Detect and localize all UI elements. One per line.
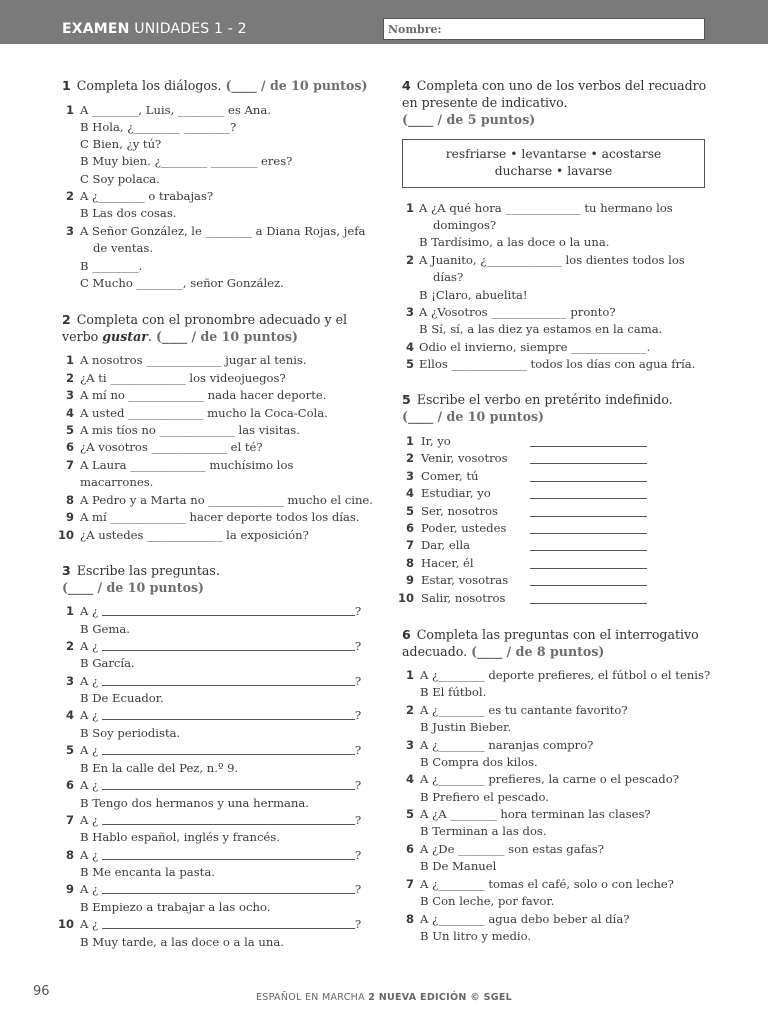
item-number: 2: [405, 702, 414, 717]
verb-prompt: Dar, ella: [421, 538, 471, 553]
item-number: 7: [405, 538, 414, 553]
item-number: 5: [65, 743, 74, 758]
question-prefix: A ¿: [80, 847, 99, 862]
question-answer-line[interactable]: [102, 824, 355, 825]
verb-prompt: Estudiar, yo: [421, 486, 491, 501]
section-4-instruction-cont: en presente de indicativo.: [402, 95, 568, 110]
section-6-instruction-cont: adecuado.: [402, 644, 472, 659]
item-number: 9: [405, 573, 414, 588]
s4-line: B Sí, sí, a las diez ya estamos en la cama.: [419, 322, 663, 336]
item-number: 2: [65, 189, 74, 203]
section-2-points: (____ / de 10 puntos): [155, 329, 298, 344]
section-5-instruction: Escribe el verbo en pretérito indefinido.: [416, 392, 673, 407]
answer-b: B Tengo dos hermanos y una hermana.: [80, 795, 309, 810]
s2-line: A nosotros _____________ jugar al tenis.: [80, 353, 307, 367]
verb-answer-line[interactable]: [530, 550, 647, 551]
header-bar: [0, 0, 768, 44]
question-answer-line[interactable]: [102, 789, 355, 790]
verb-prompt: Poder, ustedes: [421, 521, 507, 535]
item-number: 8: [405, 911, 414, 926]
verb-prompt: Salir, nosotros: [421, 590, 506, 605]
question-prefix: A ¿: [80, 778, 99, 792]
section-2-title: [62, 311, 347, 345]
answer-b: B De Ecuador.: [80, 691, 164, 706]
verb-prompt: Ir, yo: [421, 434, 451, 448]
question-suffix: ?: [355, 812, 362, 827]
item-number: 6: [405, 842, 414, 856]
section-1-number: 1: [62, 78, 71, 93]
question-answer-line[interactable]: [102, 685, 355, 686]
question-suffix: ?: [355, 673, 362, 688]
question-suffix: ?: [355, 604, 362, 618]
s6-question: A ¿________ prefieres, la carne o el pescado?: [420, 772, 679, 787]
question-prefix: A ¿: [80, 673, 99, 688]
s1-line: C Bien, ¿y tú?: [80, 137, 162, 151]
verb-answer-line[interactable]: [530, 568, 647, 569]
verb-answer-line[interactable]: [530, 463, 647, 464]
page-number: 96: [33, 984, 50, 999]
s6-question: A ¿De ________ son estas gafas?: [420, 842, 604, 856]
section-1-title: [62, 77, 367, 94]
section-5-points: (____ / de 10 puntos): [402, 409, 545, 424]
item-number: 6: [65, 778, 74, 792]
s1-line: C Mucho ________, señor González.: [80, 276, 284, 290]
item-number: 1: [405, 668, 414, 682]
s1-line: B Muy bien. ¿________ ________ eres?: [80, 154, 293, 168]
section-3-instruction: Escribe las preguntas.: [76, 563, 220, 578]
verb-prompt: Venir, vosotros: [421, 451, 508, 466]
s2-line: macarrones.: [80, 475, 154, 489]
exam-title-bold: EXAMEN: [62, 21, 130, 37]
item-number: 7: [65, 812, 74, 827]
verb-prompt: Estar, vosotras: [421, 573, 509, 588]
section-6-points: (____ / de 8 puntos): [471, 644, 605, 659]
s6-answer: B De Manuel: [420, 859, 497, 874]
item-number: 4: [405, 486, 414, 501]
question-prefix: A ¿: [80, 812, 99, 827]
question-answer-line[interactable]: [102, 754, 355, 755]
item-number: 1: [405, 434, 414, 448]
answer-b: B Hablo español, inglés y francés.: [80, 830, 280, 845]
s4-line: Odio el invierno, siempre _____________.: [419, 340, 651, 354]
section-4-points: (____ / de 5 puntos): [402, 112, 536, 127]
item-number: 8: [405, 555, 414, 570]
s6-answer: B Terminan a las dos.: [420, 824, 547, 839]
verb-box: [402, 139, 705, 188]
section-2-period: .: [147, 329, 156, 344]
item-number: 3: [405, 737, 414, 752]
answer-b: B En la calle del Pez, n.º 9.: [80, 760, 239, 775]
verb-answer-line[interactable]: [530, 533, 647, 534]
item-number: 5: [65, 423, 74, 437]
answer-b: B Empiezo a trabajar a las ocho.: [80, 899, 271, 914]
section-4-instruction: Completa con uno de los verbos del recuadro: [416, 78, 707, 93]
s2-line: A usted _____________ mucho la Coca-Cola.: [80, 406, 328, 420]
verb-prompt: Comer, tú: [421, 468, 479, 483]
item-number: 10: [398, 590, 415, 605]
item-number: 3: [65, 388, 74, 402]
exam-title-rest: UNIDADES 1 - 2: [129, 21, 247, 37]
item-number: 2: [405, 253, 414, 267]
item-number: 2: [65, 371, 74, 385]
exam-title: [62, 21, 247, 37]
s4-line: A Juanito, ¿_____________ los dientes todos los: [419, 253, 685, 267]
answer-b: B Soy periodista.: [80, 725, 181, 740]
item-number: 1: [65, 604, 74, 618]
item-number: 5: [405, 357, 414, 371]
answer-b: B Me encanta la pasta.: [80, 865, 215, 880]
item-number: 10: [58, 917, 75, 932]
s6-answer: B Con leche, por favor.: [420, 894, 555, 908]
s2-line: A mí _____________ hacer deporte todos los días.: [80, 510, 360, 524]
item-number: 3: [65, 673, 74, 688]
section-3-title: [62, 562, 220, 596]
question-prefix: A ¿: [80, 882, 99, 897]
question-suffix: ?: [355, 778, 362, 792]
item-number: 9: [65, 510, 74, 524]
item-number: 1: [405, 201, 414, 215]
item-number: 5: [405, 503, 414, 518]
section-2-instruction: Completa con el pronombre adecuado y el: [76, 312, 348, 327]
s2-line: ¿A ustedes _____________ la exposición?: [80, 528, 309, 542]
section-5-title: [402, 391, 673, 425]
s6-question: A ¿________ deporte prefieres, el fútbol o el tenis?: [420, 668, 711, 682]
s6-question: A ¿________ naranjas compro?: [420, 737, 594, 752]
question-prefix: A ¿: [80, 917, 99, 932]
question-suffix: ?: [355, 882, 362, 897]
name-field[interactable]: [383, 18, 705, 40]
s4-line: Ellos _____________ todos los días con agua fría.: [419, 357, 696, 371]
item-number: 4: [405, 772, 414, 787]
s4-line: A ¿Vosotros _____________ pronto?: [419, 305, 616, 319]
section-2-instruction-cont: verbo: [62, 329, 103, 344]
section-6-instruction: Completa las preguntas con el interrogativo: [416, 627, 699, 642]
item-number: 6: [65, 440, 74, 454]
question-prefix: A ¿: [80, 708, 99, 723]
section-4-title: [402, 77, 706, 128]
question-suffix: ?: [355, 743, 362, 758]
s4-line: días?: [433, 270, 464, 284]
item-number: 4: [405, 340, 414, 354]
s1-line: B ________.: [80, 259, 143, 273]
s6-question: A ¿A ________ hora terminan las clases?: [420, 807, 651, 822]
item-number: 8: [65, 847, 74, 862]
answer-b: B García.: [80, 656, 135, 671]
s1-line: A ________, Luis, ________ es Ana.: [80, 103, 271, 117]
s6-answer: B Compra dos kilos.: [420, 754, 538, 769]
verb-prompt: Hacer, él: [421, 555, 474, 570]
section-3-points: (____ / de 10 puntos): [62, 580, 205, 595]
s4-line: B ¡Claro, abuelita!: [419, 288, 528, 302]
s2-line: ¿A ti _____________ los videojuegos?: [80, 371, 286, 385]
question-suffix: ?: [355, 708, 362, 723]
item-number: 3: [405, 305, 414, 319]
item-number: 10: [58, 528, 75, 542]
verb-box-line: resfriarse • levantarse • acostarse: [445, 147, 662, 161]
section-2-verb: gustar: [102, 329, 148, 344]
s6-answer: B Justin Bieber.: [420, 720, 512, 734]
question-answer-line[interactable]: [102, 859, 355, 860]
item-number: 3: [405, 468, 414, 483]
item-number: 4: [65, 708, 74, 723]
item-number: 3: [65, 224, 74, 238]
s1-line: de ventas.: [93, 241, 154, 255]
item-number: 7: [405, 876, 414, 891]
verb-answer-line[interactable]: [530, 585, 647, 586]
section-1-instruction: Completa los diálogos.: [76, 78, 226, 93]
item-number: 9: [65, 882, 74, 897]
answer-b: B Gema.: [80, 621, 130, 636]
s6-question: A ¿________ tomas el café, solo o con leche?: [420, 876, 674, 891]
s2-line: A Pedro y a Marta no _____________ mucho el cine.: [80, 493, 373, 507]
footer-edition: 2 NUEVA EDICIÓN © SGEL: [368, 992, 512, 1003]
question-prefix: A ¿: [80, 638, 99, 653]
section-6-title: [402, 626, 699, 660]
item-number: 5: [405, 807, 414, 822]
verb-prompt: Ser, nosotros: [421, 503, 498, 518]
s2-line: A mis tíos no _____________ las visitas.: [80, 423, 300, 437]
verb-answer-line[interactable]: [530, 481, 647, 482]
s1-line: A ¿________ o trabajas?: [80, 189, 214, 203]
item-number: 7: [65, 458, 74, 472]
section-4-number: 4: [402, 78, 411, 93]
section-6-number: 6: [402, 627, 411, 642]
name-label: Nombre:: [388, 23, 442, 36]
section-3-number: 3: [62, 563, 71, 578]
footer-book: ESPAÑOL EN MARCHA: [256, 992, 369, 1003]
s1-line: C Soy polaca.: [80, 172, 160, 186]
s2-line: A Laura _____________ muchísimo los: [80, 458, 294, 472]
item-number: 4: [65, 406, 74, 420]
s6-answer: B El fútbol.: [420, 685, 487, 700]
verb-answer-line[interactable]: [530, 516, 647, 517]
question-suffix: ?: [355, 847, 362, 862]
verb-answer-line[interactable]: [530, 446, 647, 447]
s4-line: B Tardísimo, a las doce o la una.: [419, 235, 610, 249]
item-number: 1: [65, 103, 74, 117]
question-answer-line[interactable]: [102, 928, 355, 929]
verb-box-line: ducharse • lavarse: [494, 164, 613, 178]
question-answer-line[interactable]: [102, 719, 355, 720]
item-number: 2: [405, 451, 414, 466]
verb-answer-line[interactable]: [530, 603, 647, 604]
question-suffix: ?: [355, 638, 362, 653]
s6-answer: B Un litro y medio.: [420, 928, 532, 943]
s1-line: B Hola, ¿________ ________?: [80, 120, 237, 134]
question-answer-line[interactable]: [102, 893, 355, 894]
question-answer-line[interactable]: [102, 650, 355, 651]
verb-answer-line[interactable]: [530, 498, 647, 499]
s6-question: A ¿________ agua debo beber al día?: [420, 911, 630, 926]
question-suffix: ?: [355, 917, 362, 932]
s2-line: ¿A vosotros _____________ el té?: [80, 440, 263, 454]
section-5-number: 5: [402, 392, 411, 407]
s4-line: A ¿A qué hora _____________ tu hermano los: [419, 201, 673, 215]
s1-line: B Las dos cosas.: [80, 206, 177, 220]
item-number: 1: [65, 353, 74, 367]
s2-line: A mí no _____________ nada hacer deporte.: [80, 388, 327, 402]
footer-credit: [0, 992, 768, 1003]
s4-line: domingos?: [433, 218, 497, 232]
section-1-points: (____ / de 10 puntos): [225, 78, 368, 93]
question-answer-line[interactable]: [102, 615, 355, 616]
s6-answer: B Prefiero el pescado.: [420, 789, 549, 804]
item-number: 6: [405, 521, 414, 535]
item-number: 8: [65, 493, 74, 507]
item-number: 2: [65, 638, 74, 653]
s1-line: A Señor González, le ________ a Diana Rojas, jefa: [80, 224, 366, 238]
question-prefix: A ¿: [80, 604, 99, 618]
s6-question: A ¿________ es tu cantante favorito?: [420, 702, 628, 717]
answer-b: B Muy tarde, a las doce o a la una.: [80, 934, 284, 949]
section-2-number: 2: [62, 312, 71, 327]
question-prefix: A ¿: [80, 743, 99, 758]
